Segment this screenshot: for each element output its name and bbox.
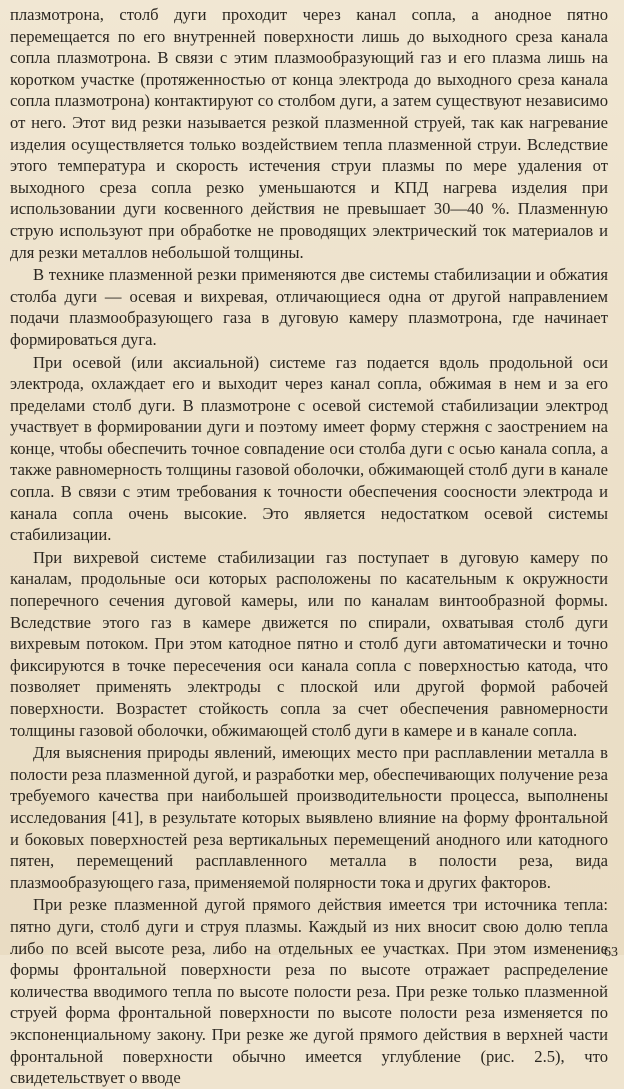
- body-text: [10, 4, 608, 1089]
- paragraph-heat-sources: При резке плазменной дугой прямого действия имеется три источника тепла: пятно дуги, столб дуги и струя плазмы. Каждый из них вносит свою долю тепла либо по всей высоте реза, либо на отдельных ее участках. При этом изменение формы фронтальной поверхности реза по высоте отражает распределение количества вводимого тепла по высоте полости реза. При резке только плазменной струей форма фронтальной поверхности по высоте полости реза изменяется по экспоненциальному закону. При резке же дугой прямого действия в верхней части фронтальной поверхности обычно имеется углубление (рис. 2.5), что свидетельствует о вводе: [10, 895, 608, 1088]
- paragraph-continuation: плазмотрона, столб дуги проходит через канал сопла, а анодное пятно перемещается по его внутренней поверхности лишь до выходного среза канала сопла плазмотрона. В связи с этим плазмообразующий газ и его плазма лишь на коротком участке (протяженностью от конца электрода до выходного среза канала сопла плазмотрона) контактируют со столбом дуги, а затем существуют независимо от него. Этот вид резки называется резкой плазменной струей, так как нагревание изделия осуществляется только воздействием тепла плазменной струи. Вследствие этого температура и скорость истечения струи плазмы по мере удаления от выходного среза сопла резко уменьшаются и КПД нагрева изделия при использовании дуги косвенного действия не превышает 30—40 %. Плазменную струю используют при обработке не проводящих электрический ток материалов и для резки металлов небольшой толщины.: [10, 5, 608, 262]
- paragraph-vortex-system: При вихревой системе стабилизации газ поступает в дуговую камеру по каналам, продольные оси которых расположены по касательным к окружности поперечного сечения дуговой камеры, или по каналам винтообразной формы. Вследствие этого газ в камере движется по спирали, охватывая столб дуги вихревым потоком. При этом катодное пятно и столб дуги автоматически и точно фиксируются в точке пересечения оси канала сопла с поверхностью катода, что позволяет применять электроды с плоской или другой формой рабочей поверхности. Возрастет стойкость сопла за счет обеспечения равномерности толщины газовой оболочки, обжимающей столб дуги в камере и в канале сопла.: [10, 547, 608, 740]
- paragraph-research: Для выяснения природы явлений, имеющих место при расплавлении металла в полости реза плазменной дугой, и разработки мер, обеспечивающих получение реза требуемого качества при наибольшей производительности процесса, выполнены исследования [41], в результате которых выявлено влияние на форму фронтальной и боковых поверхностей реза вертикальных перемещений анодного или катодного пятен, перемещений расплавленного металла в полости реза, вида плазмообразующего газа, применяемой полярности тока и других факторов.: [10, 743, 608, 892]
- page-number: 63: [604, 945, 618, 960]
- paragraph-stabilization-systems: В технике плазменной резки применяются две системы стабилизации и обжатия столба дуги — осевая и вихревая, отличающиеся одна от другой направлением подачи плазмообразующего газа в дуговую камеру плазмотрона, где начинает формироваться дуга.: [10, 265, 608, 349]
- paragraph-axial-system: При осевой (или аксиальной) системе газ подается вдоль продольной оси электрода, охлаждает его и выходит через канал сопла, обжимая в нем и за его пределами столб дуги. В плазмотроне с осевой системой стабилизации электрод участвует в формировании дуги и поэтому имеет форму стержня с заострением на конце, чтобы обеспечить точное совпадение оси столба дуги с осью канала сопла, а также равномерность толщины газовой оболочки, обжимающей столб дуги в канале сопла. В связи с этим требования к точности обеспечения соосности электрода и канала сопла очень высокие. Это является недостатком осевой системы стабилизации.: [10, 352, 608, 545]
